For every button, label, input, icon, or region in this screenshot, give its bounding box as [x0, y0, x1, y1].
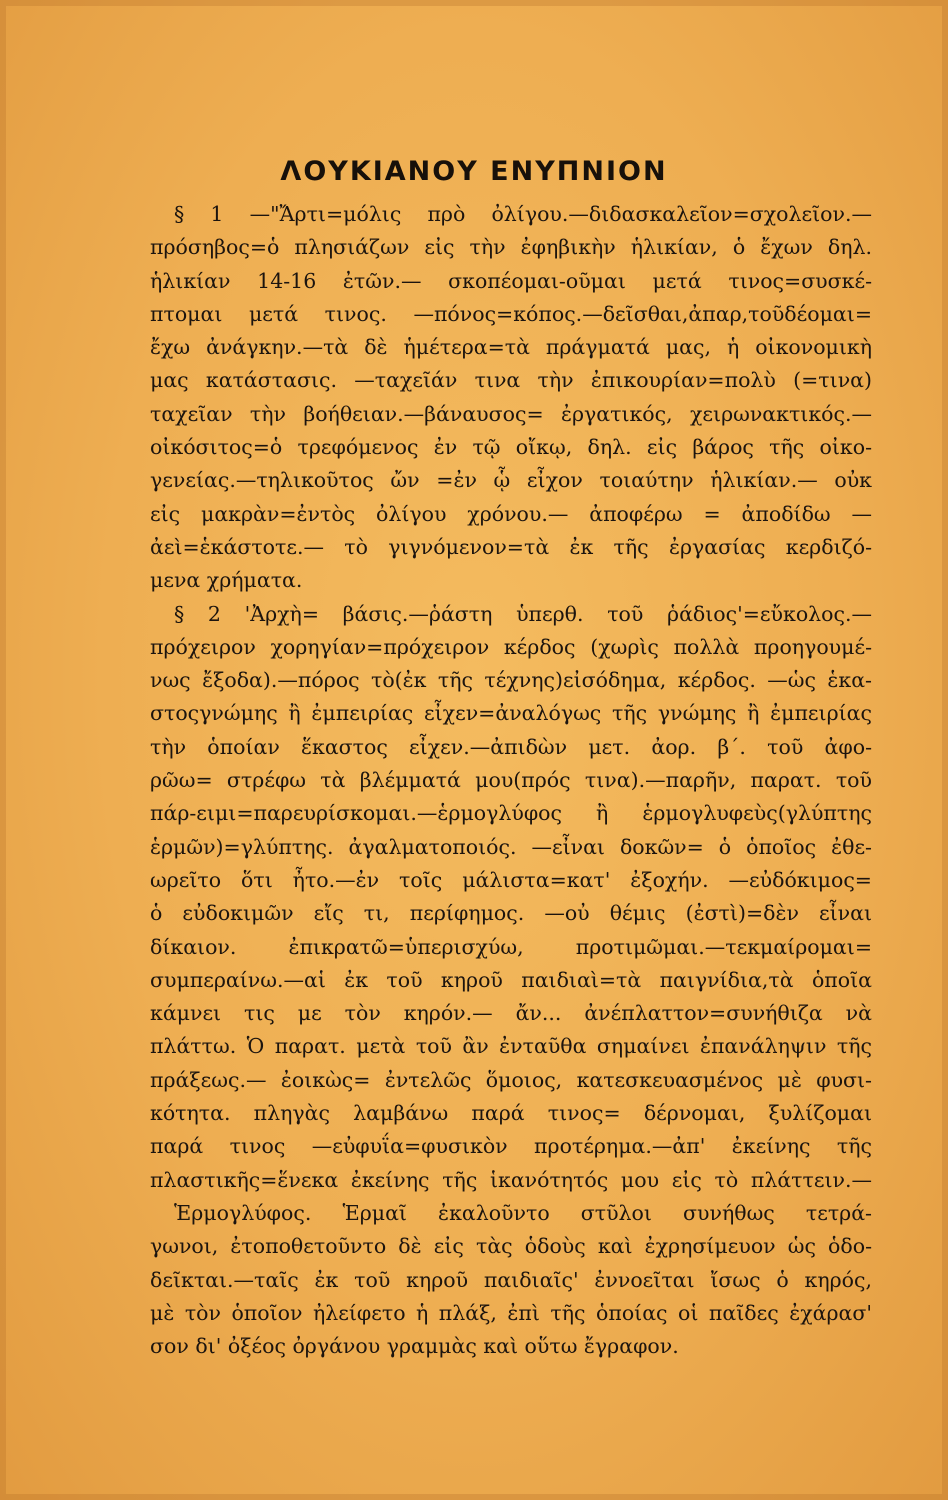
text-line: πτομαι μετά τινος. —πόνος=κόπος.—δεῖσθαι,ἀπαρ,τοῦδέομαι= [150, 301, 872, 326]
text-line: δεῖκται.—ταῖς ἐκ τοῦ κηροῦ παιδιαῖς' ἐννοεῖται ἴσως ὁ κηρός, [150, 1267, 872, 1292]
text-line: ρῶω= στρέφω τὰ βλέμματά μου(πρός τινα).—παρῆν, παρατ. τοῦ [150, 768, 872, 793]
page-title: ΛΟΥΚΙΑΝΟΥ ΕΝΥΠΝΙΟΝ [280, 156, 668, 187]
text-line: πρόσηβος=ὁ πλησιάζων εἰς τὴν ἐφηβικὴν ἡλικίαν, ὁ ἔχων δηλ. [150, 235, 872, 260]
text-line: πλαστικῆς=ἕνεκα ἐκείνης τῆς ἱκανότητός μου εἰς τὸ πλάττειν.— [150, 1167, 872, 1192]
text-line: συμπεραίνω.—αἱ ἐκ τοῦ κηροῦ παιδιαὶ=τὰ παιγνίδια,τὰ ὁποῖα [150, 967, 872, 992]
commentary-text [150, 198, 872, 1363]
text-line: παρά τινος —εὐφυΐα=φυσικὸν προτέρημα.—ἀπ' ἐκείνης τῆς [150, 1134, 872, 1159]
text-line: μενα χρήματα. [150, 568, 303, 593]
text-line: νως ἔξοδα).—πόρος τὸ(ἐκ τῆς τέχνης)εἰσόδημα, κέρδος. —ὡς ἑκα- [150, 668, 872, 693]
text-line: ὁ εὐδοκιμῶν εἴς τι, περίφημος. —οὐ θέμις (ἐστὶ)=δὲν εἶναι [150, 901, 872, 926]
text-line: δίκαιον. ἐπικρατῶ=ὑπερισχύω, προτιμῶμαι.—τεκμαίρομαι= [150, 934, 872, 959]
text-line: εἰς μακρὰν=ἐντὸς ὀλίγου χρόνου.— ἀποφέρω = ἀποδίδω — [150, 501, 872, 526]
text-line: οἰκόσιτος=ὁ τρεφόμενος ἐν τῷ οἴκῳ, δηλ. εἰς βάρος τῆς οἰκο- [150, 435, 872, 460]
text-line: σον δι' ὀξέος ὀργάνου γραμμὰς καὶ οὕτω ἔγραφον. [150, 1334, 679, 1359]
text-line: ἀεὶ=ἑκάστοτε.— τὸ γιγνόμενον=τὰ ἐκ τῆς ἐργασίας κερδιζό- [150, 534, 872, 559]
text-line: κότητα. πληγὰς λαμβάνω παρά τινος= δέρνομαι, ξυλίζομαι [150, 1101, 872, 1126]
text-line: πλάττω. Ὁ παρατ. μετὰ τοῦ ἂν ἐνταῦθα σημαίνει ἐπανάληψιν τῆς [150, 1034, 872, 1059]
text-line: πράξεως.— ἐοικὼς= ἐντελῶς ὅμοιος, κατεσκευασμένος μὲ φυσι- [150, 1067, 872, 1092]
text-line: πρόχειρον χορηγίαν=πρόχειρον κέρδος (χωρὶς πολλὰ προηγουμέ- [150, 634, 872, 659]
text-line: στοςγνώμης ἢ ἐμπειρίας εἶχεν=ἀναλόγως τῆς γνώμης ἢ ἐμπειρίας [150, 701, 872, 726]
text-line: τὴν ὁποίαν ἕκαστος εἶχεν.—ἀπιδὼν μετ. ἀορ. β΄. τοῦ ἀφο- [150, 734, 872, 759]
text-line: ἡλικίαν 14-16 ἐτῶν.— σκοπέομαι-οῦμαι μετά τινος=συσκέ- [150, 268, 872, 293]
text-line: ἑρμῶν)=γλύπτης. ἀγαλματοποιός. —εἶναι δοκῶν= ὁ ὁποῖος ἐθε- [150, 834, 872, 859]
text-line: ταχεῖαν τὴν βοήθειαν.—βάναυσος= ἐργατικός, χειρωνακτικός.— [150, 401, 872, 426]
text-line: πάρ-ειμι=παρευρίσκομαι.—ἑρμογλύφος ἢ ἑρμογλυφεὺς(γλύπτης [150, 801, 872, 826]
text-line: ωρεῖτο ὅτι ἦτο.—ἐν τοῖς μάλιστα=κατ' ἐξοχήν. —εὐδόκιμος= [150, 867, 872, 892]
text-line: γωνοι, ἐτοποθετοῦντο δὲ εἰς τὰς ὁδοὺς καὶ ἐχρησίμευον ὡς ὁδο- [150, 1234, 872, 1259]
text-line: ἔχω ἀνάγκην.—τὰ δὲ ἡμέτερα=τὰ πράγματά μας, ἡ οἰκονομικὴ [150, 335, 872, 360]
text-line: Ἑρμογλύφος. Ἑρμαῖ ἐκαλοῦντο στῦλοι συνήθως τετρά- [174, 1200, 872, 1225]
text-line: γενείας.—τηλικοῦτος ὤν =ἐν ᾧ εἶχον τοιαύτην ἡλικίαν.— οὐκ [150, 468, 872, 493]
text-line: κάμνει τις με τὸν κηρόν.— ἄν... ἀνέπλαττον=συνήθιζα νὰ [150, 1001, 872, 1026]
text-line: § 2 'Ἀρχὴ= βάσις.—ῥάστη ὑπερθ. τοῦ ῥάδιος'=εὔκολος.— [174, 601, 872, 626]
text-line: § 1 —"Ἄρτι=μόλις πρὸ ὀλίγου.—διδασκαλεῖον=σχολεῖον.— [174, 202, 872, 226]
text-line: μας κατάστασις. —ταχεῖάν τινα τὴν ἐπικουρίαν=πολὺ (=τινα) [150, 368, 872, 393]
text-line: μὲ τὸν ὁποῖον ἠλείφετο ἡ πλάξ, ἐπὶ τῆς ὁποίας οἱ παῖδες ἐχάρασ' [150, 1300, 872, 1325]
